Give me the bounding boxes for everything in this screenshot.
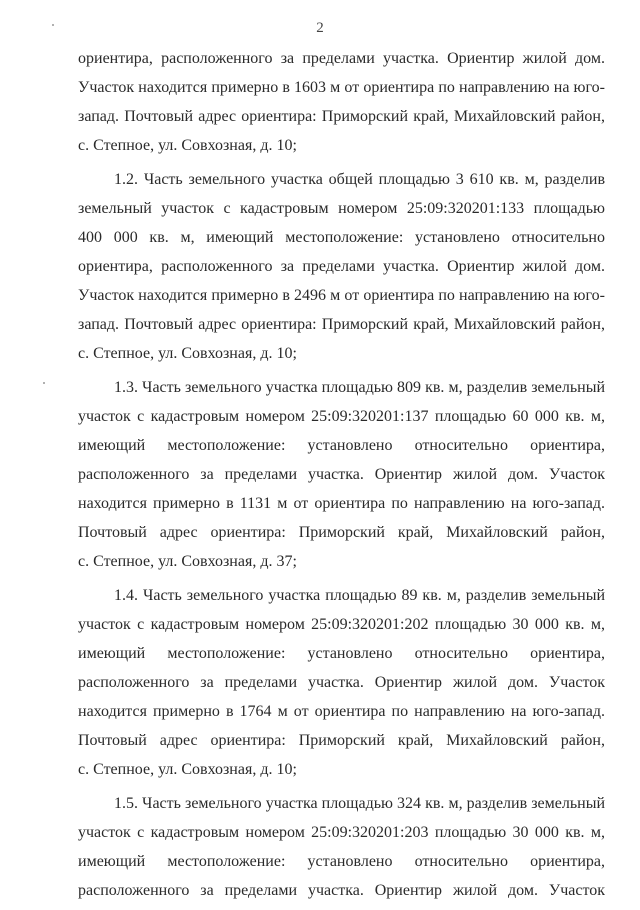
page-number: 2: [316, 20, 324, 36]
text-line: имеющий местоположение: установлено относительно ориентира,: [78, 853, 605, 870]
text-line: с. Степное, ул. Совхозная, д. 10;: [78, 137, 297, 154]
text-line: 1.2. Часть земельного участка общей площадью 3 610 кв. м, разделив: [114, 171, 605, 188]
text-line: 400 000 кв. м, имеющий местоположение: установлено относительно: [78, 229, 605, 246]
text-line: с. Степное, ул. Совхозная, д. 10;: [78, 345, 297, 362]
text-line: с. Степное, ул. Совхозная, д. 37;: [78, 553, 297, 570]
text-line: участок с кадастровым номером 25:09:320201:202 площадью 30 000 кв. м,: [78, 616, 605, 633]
paragraph-1-4: [78, 581, 605, 784]
text-line: Участок находится примерно в 2496 м от ориентира по направлению на юго-: [78, 287, 605, 304]
document-body: [78, 44, 605, 910]
text-line: расположенного за пределами участка. Ориентир жилой дом. Участок: [78, 674, 605, 691]
text-line: запад. Почтовый адрес ориентира: Приморский край, Михайловский район,: [78, 316, 605, 333]
text-line: находится примерно в 1131 м от ориентира по направлению на юго-запад.: [78, 495, 605, 512]
text-line: Почтовый адрес ориентира: Приморский край, Михайловский район,: [78, 732, 605, 749]
text-line: ориентира, расположенного за пределами участка. Ориентир жилой дом.: [78, 258, 605, 275]
text-line: 1.4. Часть земельного участка площадью 89 кв. м, разделив земельный: [114, 587, 605, 604]
text-line: с. Степное, ул. Совхозная, д. 10;: [78, 761, 297, 778]
text-line: имеющий местоположение: установлено относительно ориентира,: [78, 437, 605, 454]
paragraph-1-5: [78, 789, 605, 905]
text-line: Участок находится примерно в 1603 м от ориентира по направлению на юго-: [78, 79, 605, 96]
paragraph-1-3: [78, 373, 605, 576]
text-line: находится примерно в 1764 м от ориентира по направлению на юго-запад.: [78, 703, 605, 720]
text-line: Почтовый адрес ориентира: Приморский край, Михайловский район,: [78, 524, 605, 541]
text-line: участок с кадастровым номером 25:09:320201:137 площадью 60 000 кв. м,: [78, 408, 605, 425]
text-line: расположенного за пределами участка. Ориентир жилой дом. Участок: [78, 882, 605, 899]
scan-speck: [43, 382, 45, 384]
text-line: расположенного за пределами участка. Ориентир жилой дом. Участок: [78, 466, 605, 483]
paragraph-1-2: [78, 165, 605, 368]
text-line: участок с кадастровым номером 25:09:320201:203 площадью 30 000 кв. м,: [78, 824, 605, 841]
text-line: ориентира, расположенного за пределами участка. Ориентир жилой дом.: [78, 50, 605, 67]
text-line: 1.3. Часть земельного участка площадью 809 кв. м, разделив земельный: [114, 379, 605, 396]
text-line: 1.5. Часть земельного участка площадью 324 кв. м, разделив земельный: [114, 795, 605, 812]
scan-speck: [52, 24, 54, 26]
paragraph-continuation: [78, 44, 605, 160]
text-line: земельный участок с кадастровым номером 25:09:320201:133 площадью: [78, 200, 605, 217]
text-line: имеющий местоположение: установлено относительно ориентира,: [78, 645, 605, 662]
text-line: запад. Почтовый адрес ориентира: Приморский край, Михайловский район,: [78, 108, 605, 125]
